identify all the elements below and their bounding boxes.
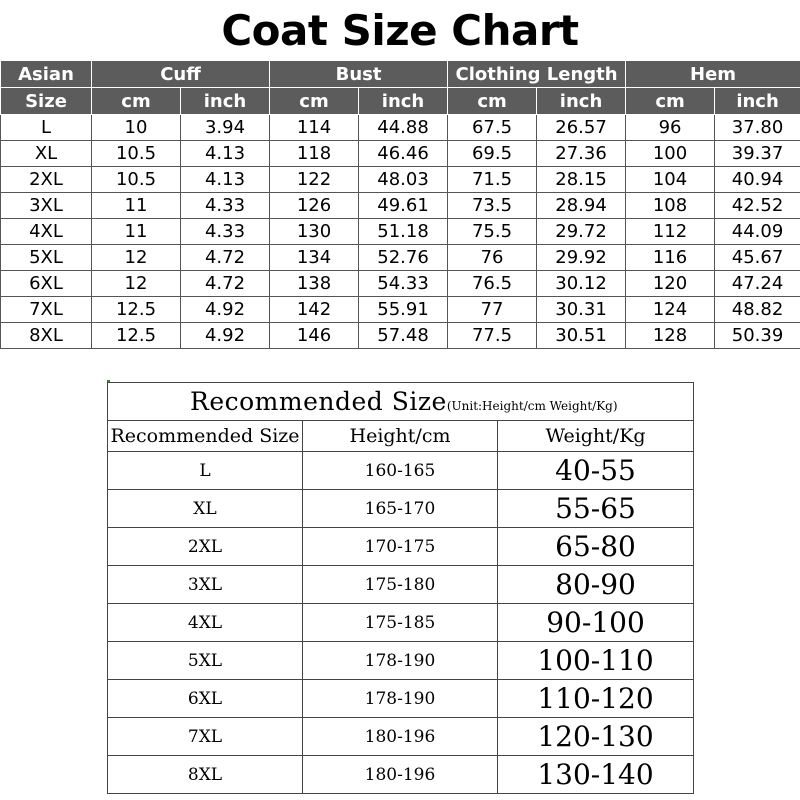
recommended-title-text: Recommended Size — [190, 387, 447, 416]
table-cell: 114 — [270, 115, 359, 141]
table-cell: 67.5 — [448, 115, 537, 141]
table-cell: 138 — [270, 271, 359, 297]
table-cell: 6XL — [1, 271, 92, 297]
table-cell: 8XL — [1, 323, 92, 349]
table-row — [1, 115, 800, 141]
table-cell: 4.33 — [181, 193, 270, 219]
table-cell: 29.72 — [537, 219, 626, 245]
table-cell: 108 — [626, 193, 715, 219]
table-cell: XL — [108, 490, 303, 528]
table-cell: 4.72 — [181, 245, 270, 271]
header-hem-cm: cm — [626, 88, 715, 115]
table-cell: 76.5 — [448, 271, 537, 297]
table-cell: 12.5 — [92, 297, 181, 323]
rec-header-weight: Weight/Kg — [498, 421, 694, 452]
header-bust: Bust — [270, 61, 448, 88]
table-cell: 30.51 — [537, 323, 626, 349]
table-cell: 4XL — [108, 604, 303, 642]
table-row — [1, 141, 800, 167]
table-cell: 2XL — [1, 167, 92, 193]
header-cuff-cm: cm — [92, 88, 181, 115]
recommended-size-table — [107, 382, 694, 794]
header-hem-inch: inch — [715, 88, 800, 115]
table-cell: 175-185 — [303, 604, 498, 642]
table-cell: 142 — [270, 297, 359, 323]
table-row — [1, 297, 800, 323]
table-cell: 104 — [626, 167, 715, 193]
header-cuff: Cuff — [92, 61, 270, 88]
table-cell: 170-175 — [303, 528, 498, 566]
table-cell: L — [1, 115, 92, 141]
table-cell: 130-140 — [498, 756, 694, 794]
table-row — [108, 490, 694, 528]
table-cell: 2XL — [108, 528, 303, 566]
table-cell: 165-170 — [303, 490, 498, 528]
table-cell: 37.80 — [715, 115, 800, 141]
header-bust-cm: cm — [270, 88, 359, 115]
table-cell: 71.5 — [448, 167, 537, 193]
header-size: Size — [1, 88, 92, 115]
table-cell: 69.5 — [448, 141, 537, 167]
table-cell: 180-196 — [303, 756, 498, 794]
table-cell: 10.5 — [92, 141, 181, 167]
table-cell: 45.67 — [715, 245, 800, 271]
table-cell: 55.91 — [359, 297, 448, 323]
table-cell: 48.82 — [715, 297, 800, 323]
table-cell: 77.5 — [448, 323, 537, 349]
table-cell: 48.03 — [359, 167, 448, 193]
table-cell: 5XL — [108, 642, 303, 680]
table-cell: 80-90 — [498, 566, 694, 604]
table-cell: 10.5 — [92, 167, 181, 193]
table-cell: 4.92 — [181, 297, 270, 323]
table-cell: 4.13 — [181, 141, 270, 167]
table-cell: 51.18 — [359, 219, 448, 245]
table-row — [1, 323, 800, 349]
table-cell: 6XL — [108, 680, 303, 718]
table-cell: 4.72 — [181, 271, 270, 297]
table-cell: 100-110 — [498, 642, 694, 680]
table-row — [108, 642, 694, 680]
table-cell: 122 — [270, 167, 359, 193]
table-cell: 55-65 — [498, 490, 694, 528]
table-cell: 28.94 — [537, 193, 626, 219]
table-cell: 57.48 — [359, 323, 448, 349]
table-cell: 3XL — [1, 193, 92, 219]
table-row — [108, 452, 694, 490]
page-title: Coat Size Chart — [221, 6, 579, 55]
table-cell: 4.13 — [181, 167, 270, 193]
table-cell: 7XL — [108, 718, 303, 756]
table-cell: 65-80 — [498, 528, 694, 566]
table-cell: L — [108, 452, 303, 490]
table-cell: 44.09 — [715, 219, 800, 245]
table-row — [1, 271, 800, 297]
table-cell: 120-130 — [498, 718, 694, 756]
header-length-inch: inch — [537, 88, 626, 115]
table-cell: 10 — [92, 115, 181, 141]
table-cell: 7XL — [1, 297, 92, 323]
coat-size-table — [0, 60, 800, 349]
table-cell: XL — [1, 141, 92, 167]
table-cell: 11 — [92, 219, 181, 245]
group-header-row — [1, 61, 800, 88]
table-cell: 3XL — [108, 566, 303, 604]
table-cell: 178-190 — [303, 642, 498, 680]
table-row — [108, 528, 694, 566]
table-cell: 12.5 — [92, 323, 181, 349]
header-cuff-inch: inch — [181, 88, 270, 115]
table-cell: 39.37 — [715, 141, 800, 167]
table-cell: 3.94 — [181, 115, 270, 141]
table-cell: 11 — [92, 193, 181, 219]
header-length-cm: cm — [448, 88, 537, 115]
header-bust-inch: inch — [359, 88, 448, 115]
table-cell: 30.31 — [537, 297, 626, 323]
table-cell: 26.57 — [537, 115, 626, 141]
table-row — [1, 193, 800, 219]
table-cell: 44.88 — [359, 115, 448, 141]
recommended-unit-note: (Unit:Height/cm Weight/Kg) — [446, 399, 618, 413]
table-cell: 128 — [626, 323, 715, 349]
table-cell: 160-165 — [303, 452, 498, 490]
table-cell: 4.92 — [181, 323, 270, 349]
table-row — [108, 680, 694, 718]
table-cell: 130 — [270, 219, 359, 245]
table-cell: 54.33 — [359, 271, 448, 297]
table-row — [108, 604, 694, 642]
table-row — [108, 756, 694, 794]
header-hem: Hem — [626, 61, 800, 88]
table-cell: 126 — [270, 193, 359, 219]
table-cell: 27.36 — [537, 141, 626, 167]
table-cell: 40.94 — [715, 167, 800, 193]
table-cell: 8XL — [108, 756, 303, 794]
table-cell: 4.33 — [181, 219, 270, 245]
table-cell: 46.46 — [359, 141, 448, 167]
table-cell: 30.12 — [537, 271, 626, 297]
table-cell: 47.24 — [715, 271, 800, 297]
rec-header-height: Height/cm — [303, 421, 498, 452]
table-cell: 124 — [626, 297, 715, 323]
table-cell: 29.92 — [537, 245, 626, 271]
recommended-title — [108, 383, 694, 421]
table-cell: 134 — [270, 245, 359, 271]
table-cell: 112 — [626, 219, 715, 245]
table-cell: 120 — [626, 271, 715, 297]
table-cell: 28.15 — [537, 167, 626, 193]
table-cell: 12 — [92, 245, 181, 271]
table-cell: 49.61 — [359, 193, 448, 219]
table-cell: 52.76 — [359, 245, 448, 271]
table-cell: 50.39 — [715, 323, 800, 349]
table-cell: 4XL — [1, 219, 92, 245]
header-asian: Asian — [1, 61, 92, 88]
unit-header-row — [1, 88, 800, 115]
table-cell: 146 — [270, 323, 359, 349]
header-clothing-length: Clothing Length — [448, 61, 626, 88]
rec-header-size: Recommended Size — [108, 421, 303, 452]
table-cell: 116 — [626, 245, 715, 271]
table-cell: 100 — [626, 141, 715, 167]
table-row — [1, 245, 800, 271]
table-cell: 96 — [626, 115, 715, 141]
table-cell: 76 — [448, 245, 537, 271]
table-cell: 77 — [448, 297, 537, 323]
table-cell: 175-180 — [303, 566, 498, 604]
table-cell: 110-120 — [498, 680, 694, 718]
table-cell: 73.5 — [448, 193, 537, 219]
table-cell: 180-196 — [303, 718, 498, 756]
table-cell: 42.52 — [715, 193, 800, 219]
table-cell: 40-55 — [498, 452, 694, 490]
table-cell: 118 — [270, 141, 359, 167]
table-row — [108, 566, 694, 604]
table-cell: 90-100 — [498, 604, 694, 642]
table-row — [1, 167, 800, 193]
table-row — [1, 219, 800, 245]
table-cell: 178-190 — [303, 680, 498, 718]
table-cell: 12 — [92, 271, 181, 297]
table-cell: 5XL — [1, 245, 92, 271]
table-cell: 75.5 — [448, 219, 537, 245]
table-row — [108, 718, 694, 756]
